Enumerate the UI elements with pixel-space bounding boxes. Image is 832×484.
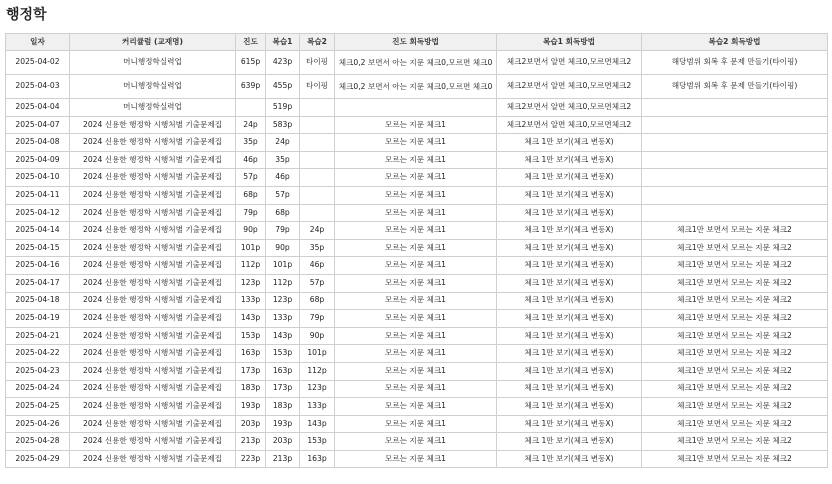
review1-cell: 213p xyxy=(266,450,300,468)
curriculum-cell: 2024 신용한 행정학 시행처별 기출문제집 xyxy=(70,116,236,134)
curriculum-header: 커리큘럼 (교재명) xyxy=(70,34,236,51)
date-cell: 2025-04-18 xyxy=(6,292,70,310)
review1-method-cell: 체크 1만 보기(체크 변동X) xyxy=(497,186,642,204)
table-row xyxy=(6,362,828,380)
curriculum-cell: 2024 신용한 행정학 시행처별 기출문제집 xyxy=(70,169,236,187)
review1-method-cell: 체크 1만 보기(체크 변동X) xyxy=(497,257,642,275)
review1-cell: 153p xyxy=(266,345,300,363)
review2-method-header: 복습2 회독방법 xyxy=(642,34,828,51)
review2-cell: 143p xyxy=(300,415,335,433)
progress-header: 진도 xyxy=(236,34,266,51)
date-cell: 2025-04-19 xyxy=(6,310,70,328)
review1-cell: 455p xyxy=(266,75,300,99)
curriculum-cell: 2024 신용한 행정학 시행처별 기출문제집 xyxy=(70,380,236,398)
review2-method-cell: 체크1만 보면서 모르는 지문 체크2 xyxy=(642,239,828,257)
date-cell: 2025-04-03 xyxy=(6,75,70,99)
progress-cell xyxy=(236,99,266,117)
review2-method-cell: 체크1만 보면서 모르는 지문 체크2 xyxy=(642,274,828,292)
review1-method-cell: 체크 1만 보기(체크 변동X) xyxy=(497,433,642,451)
review1-method-cell: 체크 1만 보기(체크 변동X) xyxy=(497,204,642,222)
date-cell: 2025-04-09 xyxy=(6,151,70,169)
curriculum-cell: 머니행정학실력업 xyxy=(70,75,236,99)
review1-method-cell: 체크 1만 보기(체크 변동X) xyxy=(497,450,642,468)
review1-cell: 133p xyxy=(266,310,300,328)
date-cell: 2025-04-14 xyxy=(6,222,70,240)
review1-method-cell: 체크2보면서 알면 체크0,모르면체크2 xyxy=(497,99,642,117)
review2-cell xyxy=(300,204,335,222)
table-header-row xyxy=(6,34,828,51)
review2-method-cell: 체크1만 보면서 모르는 지문 체크2 xyxy=(642,398,828,416)
review1-method-cell: 체크2보면서 알면 체크0,모르면체크2 xyxy=(497,51,642,75)
review2-cell: 68p xyxy=(300,292,335,310)
progress-cell: 112p xyxy=(236,257,266,275)
table-row xyxy=(6,274,828,292)
progress-cell: 143p xyxy=(236,310,266,328)
review2-method-cell xyxy=(642,151,828,169)
table-body xyxy=(6,51,828,468)
review2-cell: 90p xyxy=(300,327,335,345)
progress-method-cell: 모르는 지문 체크1 xyxy=(335,239,497,257)
progress-cell: 193p xyxy=(236,398,266,416)
progress-method-cell: 모르는 지문 체크1 xyxy=(335,257,497,275)
review2-cell xyxy=(300,169,335,187)
curriculum-cell: 2024 신용한 행정학 시행처별 기출문제집 xyxy=(70,204,236,222)
date-cell: 2025-04-28 xyxy=(6,433,70,451)
review1-cell: 24p xyxy=(266,134,300,152)
page-title: 행정학 xyxy=(6,7,47,23)
review2-cell: 101p xyxy=(300,345,335,363)
progress-method-cell: 모르는 지문 체크1 xyxy=(335,398,497,416)
table-row xyxy=(6,345,828,363)
table-row xyxy=(6,239,828,257)
table-row xyxy=(6,99,828,117)
review2-cell: 79p xyxy=(300,310,335,328)
review2-cell xyxy=(300,116,335,134)
progress-cell: 639p xyxy=(236,75,266,99)
date-cell: 2025-04-02 xyxy=(6,51,70,75)
progress-method-cell xyxy=(335,99,497,117)
review1-cell: 203p xyxy=(266,433,300,451)
review1-cell: 35p xyxy=(266,151,300,169)
date-cell: 2025-04-25 xyxy=(6,398,70,416)
progress-method-cell: 모르는 지문 체크1 xyxy=(335,204,497,222)
review2-cell: 24p xyxy=(300,222,335,240)
review1-cell: 46p xyxy=(266,169,300,187)
table-row xyxy=(6,169,828,187)
study-plan-table-container xyxy=(5,33,827,468)
table-row xyxy=(6,398,828,416)
review1-method-cell: 체크 1만 보기(체크 변동X) xyxy=(497,310,642,328)
progress-method-cell: 모르는 지문 체크1 xyxy=(335,134,497,152)
review2-method-cell: 체크1만 보면서 모르는 지문 체크2 xyxy=(642,257,828,275)
review1-cell: 193p xyxy=(266,415,300,433)
progress-cell: 46p xyxy=(236,151,266,169)
progress-method-cell: 모르는 지문 체크1 xyxy=(335,116,497,134)
curriculum-cell: 2024 신용한 행정학 시행처별 기출문제집 xyxy=(70,415,236,433)
table-row xyxy=(6,327,828,345)
table-row xyxy=(6,222,828,240)
progress-method-cell: 모르는 지문 체크1 xyxy=(335,292,497,310)
review1-cell: 79p xyxy=(266,222,300,240)
date-cell: 2025-04-22 xyxy=(6,345,70,363)
review1-cell: 57p xyxy=(266,186,300,204)
review2-method-cell xyxy=(642,99,828,117)
progress-cell: 223p xyxy=(236,450,266,468)
review1-method-cell: 체크 1만 보기(체크 변동X) xyxy=(497,292,642,310)
review2-cell: 57p xyxy=(300,274,335,292)
review2-method-cell: 해당범위 회복 후 문제 만들기(타이핑) xyxy=(642,51,828,75)
curriculum-cell: 2024 신용한 행정학 시행처별 기출문제집 xyxy=(70,398,236,416)
date-cell: 2025-04-04 xyxy=(6,99,70,117)
date-header: 일자 xyxy=(6,34,70,51)
review2-method-cell: 체크1만 보면서 모르는 지문 체크2 xyxy=(642,345,828,363)
review2-method-cell xyxy=(642,134,828,152)
curriculum-cell: 2024 신용한 행정학 시행처별 기출문제집 xyxy=(70,274,236,292)
table-row xyxy=(6,204,828,222)
progress-method-cell: 체크0,2 보면서 아는 지문 체크0,모르면 체크0 xyxy=(335,75,497,99)
curriculum-cell: 2024 신용한 행정학 시행처별 기출문제집 xyxy=(70,433,236,451)
progress-method-cell: 모르는 지문 체크1 xyxy=(335,380,497,398)
date-cell: 2025-04-29 xyxy=(6,450,70,468)
review2-cell: 35p xyxy=(300,239,335,257)
table-row xyxy=(6,257,828,275)
review2-method-cell: 해당범위 회복 후 문제 만들기(타이핑) xyxy=(642,75,828,99)
review2-method-cell xyxy=(642,116,828,134)
review1-method-cell: 체크 1만 보기(체크 변동X) xyxy=(497,380,642,398)
review1-header: 복습1 xyxy=(266,34,300,51)
review1-method-cell: 체크2보면서 알면 체크0,모르면체크2 xyxy=(497,75,642,99)
review1-cell: 112p xyxy=(266,274,300,292)
review2-cell: 153p xyxy=(300,433,335,451)
review2-cell xyxy=(300,151,335,169)
progress-cell: 68p xyxy=(236,186,266,204)
review1-method-cell: 체크 1만 보기(체크 변동X) xyxy=(497,415,642,433)
review2-method-cell: 체크1만 보면서 모르는 지문 체크2 xyxy=(642,450,828,468)
review1-method-cell: 체크 1만 보기(체크 변동X) xyxy=(497,169,642,187)
table-row xyxy=(6,433,828,451)
curriculum-cell: 2024 신용한 행정학 시행처별 기출문제집 xyxy=(70,310,236,328)
review2-header: 복습2 xyxy=(300,34,335,51)
progress-cell: 101p xyxy=(236,239,266,257)
progress-cell: 163p xyxy=(236,345,266,363)
review2-method-cell: 체크1만 보면서 모르는 지문 체크2 xyxy=(642,310,828,328)
table-row xyxy=(6,186,828,204)
progress-method-cell: 모르는 지문 체크1 xyxy=(335,310,497,328)
review2-method-cell: 체크1만 보면서 모르는 지문 체크2 xyxy=(642,362,828,380)
table-row xyxy=(6,134,828,152)
progress-cell: 57p xyxy=(236,169,266,187)
progress-method-cell: 모르는 지문 체크1 xyxy=(335,327,497,345)
progress-cell: 35p xyxy=(236,134,266,152)
review2-method-cell: 체크1만 보면서 모르는 지문 체크2 xyxy=(642,415,828,433)
table-row xyxy=(6,380,828,398)
progress-method-cell: 모르는 지문 체크1 xyxy=(335,415,497,433)
date-cell: 2025-04-07 xyxy=(6,116,70,134)
date-cell: 2025-04-17 xyxy=(6,274,70,292)
progress-method-cell: 모르는 지문 체크1 xyxy=(335,433,497,451)
progress-method-header: 진도 회독방법 xyxy=(335,34,497,51)
progress-cell: 90p xyxy=(236,222,266,240)
progress-method-cell: 체크0,2 보면서 아는 지문 체크0,모르면 체크0 xyxy=(335,51,497,75)
review2-cell: 46p xyxy=(300,257,335,275)
review2-cell: 133p xyxy=(300,398,335,416)
progress-method-cell: 모르는 지문 체크1 xyxy=(335,169,497,187)
curriculum-cell: 2024 신용한 행정학 시행처별 기출문제집 xyxy=(70,151,236,169)
progress-cell: 79p xyxy=(236,204,266,222)
review1-cell: 90p xyxy=(266,239,300,257)
progress-cell: 183p xyxy=(236,380,266,398)
progress-cell: 213p xyxy=(236,433,266,451)
progress-method-cell: 모르는 지문 체크1 xyxy=(335,362,497,380)
review2-method-cell xyxy=(642,186,828,204)
progress-cell: 123p xyxy=(236,274,266,292)
date-cell: 2025-04-23 xyxy=(6,362,70,380)
review1-method-cell: 체크 1만 보기(체크 변동X) xyxy=(497,274,642,292)
curriculum-cell: 2024 신용한 행정학 시행처별 기출문제집 xyxy=(70,362,236,380)
table-row xyxy=(6,450,828,468)
review1-method-cell: 체크 1만 보기(체크 변동X) xyxy=(497,239,642,257)
review1-method-cell: 체크 1만 보기(체크 변동X) xyxy=(497,345,642,363)
review1-cell: 173p xyxy=(266,380,300,398)
curriculum-cell: 2024 신용한 행정학 시행처별 기출문제집 xyxy=(70,345,236,363)
table-row xyxy=(6,151,828,169)
curriculum-cell: 2024 신용한 행정학 시행처별 기출문제집 xyxy=(70,186,236,204)
progress-cell: 24p xyxy=(236,116,266,134)
review1-method-header: 복습1 회독방법 xyxy=(497,34,642,51)
progress-method-cell: 모르는 지문 체크1 xyxy=(335,222,497,240)
review1-method-cell: 체크 1만 보기(체크 변동X) xyxy=(497,222,642,240)
table-row xyxy=(6,292,828,310)
review1-cell: 68p xyxy=(266,204,300,222)
review2-cell xyxy=(300,134,335,152)
table-row xyxy=(6,75,828,99)
review1-cell: 183p xyxy=(266,398,300,416)
table-row xyxy=(6,116,828,134)
curriculum-cell: 2024 신용한 행정학 시행처별 기출문제집 xyxy=(70,292,236,310)
progress-method-cell: 모르는 지문 체크1 xyxy=(335,151,497,169)
review1-cell: 101p xyxy=(266,257,300,275)
review2-method-cell: 체크1만 보면서 모르는 지문 체크2 xyxy=(642,327,828,345)
date-cell: 2025-04-10 xyxy=(6,169,70,187)
review1-cell: 143p xyxy=(266,327,300,345)
review1-method-cell: 체크 1만 보기(체크 변동X) xyxy=(497,327,642,345)
review2-cell: 163p xyxy=(300,450,335,468)
progress-method-cell: 모르는 지문 체크1 xyxy=(335,274,497,292)
review2-cell: 타이핑 xyxy=(300,51,335,75)
review1-method-cell: 체크 1만 보기(체크 변동X) xyxy=(497,398,642,416)
date-cell: 2025-04-21 xyxy=(6,327,70,345)
review1-cell: 163p xyxy=(266,362,300,380)
review2-cell: 123p xyxy=(300,380,335,398)
progress-method-cell: 모르는 지문 체크1 xyxy=(335,186,497,204)
review2-cell: 112p xyxy=(300,362,335,380)
table-row xyxy=(6,310,828,328)
date-cell: 2025-04-16 xyxy=(6,257,70,275)
review1-method-cell: 체크 1만 보기(체크 변동X) xyxy=(497,151,642,169)
review2-cell xyxy=(300,186,335,204)
date-cell: 2025-04-12 xyxy=(6,204,70,222)
review2-cell xyxy=(300,99,335,117)
review2-method-cell xyxy=(642,204,828,222)
curriculum-cell: 머니행정학실력업 xyxy=(70,99,236,117)
progress-cell: 153p xyxy=(236,327,266,345)
review2-cell: 타이핑 xyxy=(300,75,335,99)
curriculum-cell: 2024 신용한 행정학 시행처별 기출문제집 xyxy=(70,327,236,345)
progress-method-cell: 모르는 지문 체크1 xyxy=(335,450,497,468)
curriculum-cell: 2024 신용한 행정학 시행처별 기출문제집 xyxy=(70,222,236,240)
review1-method-cell: 체크2보면서 알면 체크0,모르면체크2 xyxy=(497,116,642,134)
review1-method-cell: 체크 1만 보기(체크 변동X) xyxy=(497,362,642,380)
curriculum-cell: 머니행정학실력업 xyxy=(70,51,236,75)
curriculum-cell: 2024 신용한 행정학 시행처별 기출문제집 xyxy=(70,239,236,257)
date-cell: 2025-04-26 xyxy=(6,415,70,433)
study-plan-table xyxy=(5,33,828,468)
review1-cell: 123p xyxy=(266,292,300,310)
table-row xyxy=(6,51,828,75)
table-row xyxy=(6,415,828,433)
review1-cell: 583p xyxy=(266,116,300,134)
date-cell: 2025-04-15 xyxy=(6,239,70,257)
progress-cell: 133p xyxy=(236,292,266,310)
progress-cell: 615p xyxy=(236,51,266,75)
curriculum-cell: 2024 신용한 행정학 시행처별 기출문제집 xyxy=(70,450,236,468)
progress-cell: 173p xyxy=(236,362,266,380)
curriculum-cell: 2024 신용한 행정학 시행처별 기출문제집 xyxy=(70,257,236,275)
review2-method-cell xyxy=(642,169,828,187)
date-cell: 2025-04-08 xyxy=(6,134,70,152)
review1-cell: 423p xyxy=(266,51,300,75)
review1-method-cell: 체크 1만 보기(체크 변동X) xyxy=(497,134,642,152)
review2-method-cell: 체크1만 보면서 모르는 지문 체크2 xyxy=(642,433,828,451)
review2-method-cell: 체크1만 보면서 모르는 지문 체크2 xyxy=(642,380,828,398)
progress-method-cell: 모르는 지문 체크1 xyxy=(335,345,497,363)
review2-method-cell: 체크1만 보면서 모르는 지문 체크2 xyxy=(642,292,828,310)
curriculum-cell: 2024 신용한 행정학 시행처별 기출문제집 xyxy=(70,134,236,152)
date-cell: 2025-04-11 xyxy=(6,186,70,204)
progress-cell: 203p xyxy=(236,415,266,433)
date-cell: 2025-04-24 xyxy=(6,380,70,398)
review2-method-cell: 체크1만 보면서 모르는 지문 체크2 xyxy=(642,222,828,240)
review1-cell: 519p xyxy=(266,99,300,117)
